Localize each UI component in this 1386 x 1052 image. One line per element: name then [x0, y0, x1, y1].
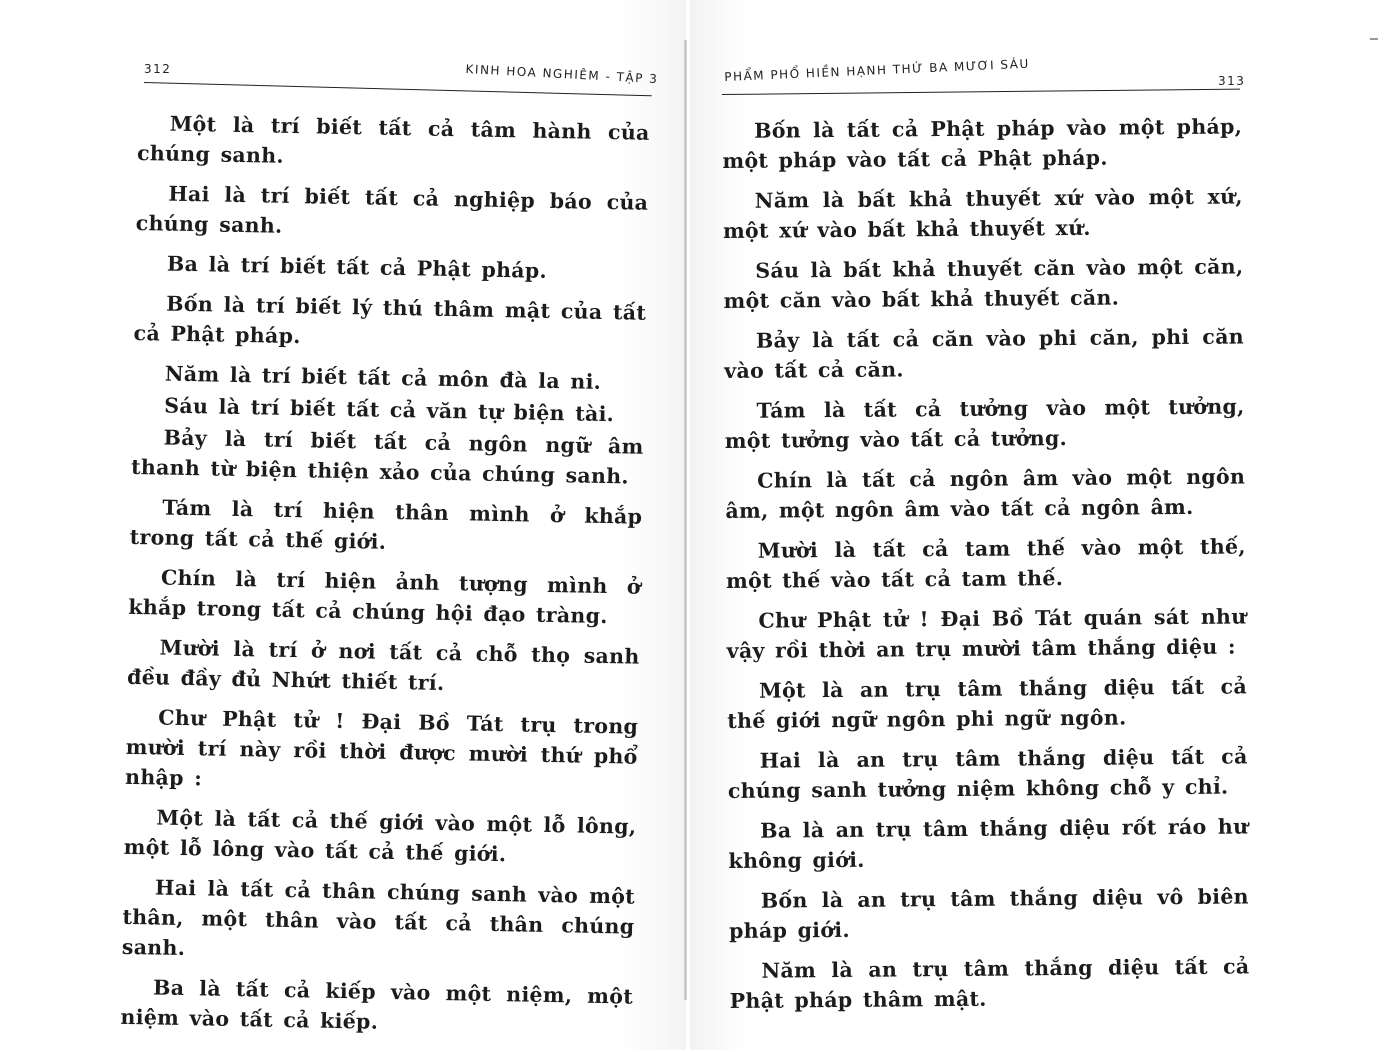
paragraph: Bốn là tất cả Phật pháp vào một pháp, một pháp vào tất cả Phật pháp.	[722, 114, 1243, 173]
paragraph: Mười là trí ở nơi tất cả chỗ thọ sanh đều đầy đủ Nhứt thiết trí.	[126, 635, 640, 695]
paragraph: Bảy là tất cả căn vào phi căn, phi căn vào tất cả căn.	[724, 324, 1245, 383]
paragraph: Chín là trí hiện ảnh tượng mình ở khắp trong tất cả chúng hội đạo tràng.	[128, 565, 642, 629]
right-header-rule	[722, 89, 1240, 95]
right-page	[690, 0, 1386, 1050]
paragraph: Sáu là trí biết tất cả văn tự biện tài.	[164, 393, 615, 427]
paragraph: Năm là an trụ tâm thắng diệu tất cả Phật pháp thâm mật.	[729, 954, 1250, 1013]
paragraph: Một là an trụ tâm thắng diệu tất cả thế giới ngữ ngôn phi ngữ ngôn.	[727, 674, 1248, 733]
paragraph: Ba là trí biết tất cả Phật pháp.	[166, 251, 548, 283]
left-page	[0, 0, 686, 1050]
paragraph: Tám là tất cả tưởng vào một tưởng, một tưởng vào tất cả tưởng.	[724, 394, 1245, 453]
paragraph: Hai là tất cả thân chúng sanh vào một thân, một thân vào tất cả thân chúng sanh.	[121, 875, 636, 961]
paragraph: Một là trí biết tất cả tâm hành của chúng sanh.	[136, 111, 650, 168]
left-running-title: KINH HOA NGHIÊM - TẬP 3	[465, 62, 659, 87]
paragraph: Ba là tất cả kiếp vào một niệm, một niệm vào tất cả kiếp.	[120, 975, 634, 1034]
paragraph: Chư Phật tử ! Đại Bồ Tát quán sát như vậy rồi thời an trụ mười tâm thắng diệu :	[726, 604, 1247, 663]
paragraph: Chư Phật tử ! Đại Bồ Tát trụ trong mười trí này rồi thời được mười thứ phổ nhập :	[124, 705, 639, 791]
paragraph: Năm là bất khả thuyết xứ vào một xứ, một xứ vào bất khả thuyết xứ.	[722, 184, 1243, 243]
paragraph: Hai là trí biết tất cả nghiệp báo của chúng sanh.	[135, 181, 649, 238]
right-running-title: PHẨM PHỔ HIỀN HẠNH THỨ BA MƯƠI SÁU	[724, 56, 1030, 84]
paragraph: Bốn là an trụ tâm thắng diệu vô biên pháp giới.	[729, 884, 1249, 943]
paragraph: Sáu là bất khả thuyết căn vào một căn, một căn vào bất khả thuyết căn.	[723, 254, 1244, 313]
book-gutter	[684, 40, 687, 1000]
left-body-text	[120, 108, 650, 1052]
paragraph: Bảy là trí biết tất cả ngôn ngữ âm thanh từ biện thiện xảo của chúng sanh.	[130, 425, 644, 489]
paragraph: Hai là an trụ tâm thắng diệu tất cả chúng sanh tưởng niệm không chỗ y chỉ.	[727, 744, 1248, 803]
paragraph: Bốn là trí biết lý thú thâm mật của tất cả Phật pháp.	[133, 291, 647, 349]
paragraph: Năm là trí biết tất cả môn đà la ni.	[164, 361, 602, 394]
paragraph: Ba là an trụ tâm thắng diệu rốt ráo hư không giới.	[728, 814, 1249, 873]
paragraph: Tám là trí hiện thân mình ở khắp trong tất cả thế giới.	[129, 495, 643, 554]
left-page-number: 312	[144, 62, 172, 76]
scan-corner-mark	[1370, 38, 1378, 40]
right-body-text	[722, 111, 1250, 1026]
right-page-number: 313	[1218, 74, 1246, 88]
paragraph: Chín là tất cả ngôn âm vào một ngôn âm, một ngôn âm vào tất cả ngôn âm.	[725, 464, 1246, 523]
left-header-rule	[144, 82, 652, 96]
paragraph: Mười là tất cả tam thế vào một thế, một thế vào tất cả tam thế.	[725, 534, 1246, 593]
paragraph: Một là tất cả thế giới vào một lỗ lông, một lỗ lông vào tất cả thế giới.	[123, 805, 637, 867]
